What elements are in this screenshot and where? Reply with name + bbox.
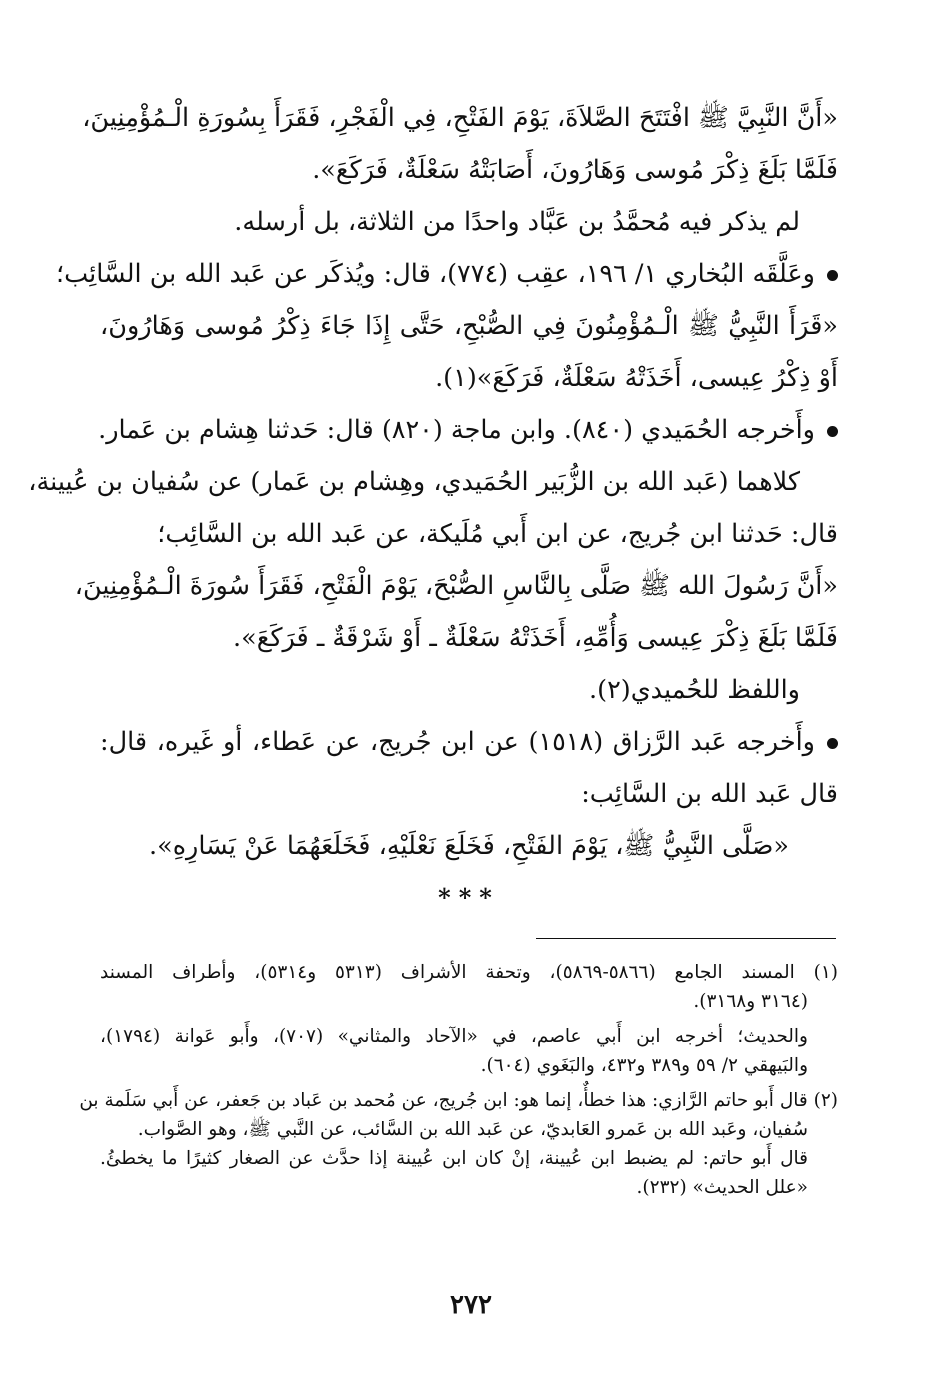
page-number: ٢٧٢ [450, 1290, 492, 1320]
text-line [56, 248, 838, 300]
footnote-line: والبَيهقي ٢/ ٥٩ و٣٨٩ و٤٣٢، والبَغَوي (٦٠٤). [480, 1055, 808, 1076]
text-line: واللفظ للحُميدي(٢). [589, 675, 800, 705]
text-line: أَوْ ذِكْرُ عِيسى، أَخَذَتْهُ سَعْلَةٌ، فَرَكَعَ»(١). [435, 363, 838, 393]
text-line: «أَنَّ النَّبِيَّ ﷺ افْتَتَحَ الصَّلاَةَ، يَوْمَ الفَتْحِ، فِي الْفَجْرِ، فَقَرَأَ بِسُورَةِ الْـمُؤْمِنِينَ، [82, 103, 838, 133]
footnote-line: (١) المسند الجامع (٥٨٦٦-٥٨٦٩)، وتحفة الأشراف (٥٣١٣ و٥٣١٤)، وأطراف المسند [100, 962, 838, 983]
footnote-line: (٣١٦٤ و٣١٦٨). [693, 991, 808, 1012]
bullet-icon [827, 426, 838, 437]
bullet-icon [827, 738, 838, 749]
text-line: قال: حَدثنا ابن جُريج، عن ابن أَبي مُلَيكة، عن عَبد الله بن السَّائِب؛ [157, 519, 838, 549]
text-line: لم يذكر فيه مُحمَّدُ بن عَبَّاد واحدًا من الثلاثة، بل أرسله. [234, 207, 800, 237]
text-line-content: وعَلَّقَه البُخاري ١/ ١٩٦، عقِب (٧٧٤)، قال: ويُذكَر عن عَبد الله بن السَّائِب؛ [56, 259, 815, 289]
footnote-line: (٢) قال أَبو حاتم الرَّازي: هذا خطأٌ، إنما هو: ابن جُريج، عن مُحمد بن عَباد بن جَعفر، عن أَبي سَلَمة بن [79, 1090, 838, 1111]
text-line [100, 716, 838, 768]
footnote-line: «علل الحديث» (٢٣٢). [636, 1177, 808, 1198]
bullet-icon [827, 270, 838, 281]
main-text [28, 92, 838, 924]
text-line: «صَلَّى النَّبِيُّ ﷺ، يَوْمَ الفَتْحِ، فَخَلَعَ نَعْلَيْهِ، فَخَلَعَهُمَا عَنْ يَسَارِهِ». [148, 831, 789, 861]
text-line: قال عَبد الله بن السَّائِب: [581, 779, 838, 809]
footnote-line: والحديث؛ أخرجه ابن أَبي عاصم، في «الآحاد والمثاني» (٧٠٧)، وأَبو عَوانة (١٧٩٤)، [100, 1026, 808, 1047]
text-line-content: وأَخرجه الحُمَيدي (٨٤٠). وابن ماجة (٨٢٠) قال: حَدثنا هِشام بن عَمار. [98, 415, 815, 445]
section-separator: *** [438, 883, 500, 912]
text-line: «قَرَأَ النَّبِيُّ ﷺ الْـمُؤْمِنُونَ فِي الصُّبْحِ، حَتَّى إِذَا جَاءَ ذِكْرُ مُوسى وَهَارُونَ، [100, 311, 838, 341]
text-line: فَلَمَّا بَلَغَ ذِكْرَ عِيسى وَأُمِّهِ، أَخَذَتْهُ سَعْلَةٌ ـ أَوْ شَرْقَةٌ ـ فَرَكَعَ». [233, 623, 838, 653]
text-line-content: وأَخرجه عَبد الرَّزاق (١٥١٨) عن ابن جُريج، عن عَطاء، أو غَيره، قال: [100, 727, 815, 757]
text-line: كلاهما (عَبد الله بن الزُّبَير الحُمَيدي، وهِشام بن عَمار) عن سُفيان بن عُيينة، [28, 467, 800, 497]
footnotes [79, 958, 838, 1202]
footnote-line: سُفيان، وعَبد الله بن عَمرو العَابديّ، عن عَبد الله بن السَّائب، عن النَّبي ﷺ، وهو الصَّواب. [137, 1119, 808, 1140]
text-line [100, 404, 838, 456]
footnote-line: قال أَبو حاتم: لم يضبط ابن عُيينة، إنْ كان ابن عُيينة إذا حدَّث عن الصغار كثيرًا ما يخطئُ. [100, 1148, 808, 1169]
footnote-divider [536, 938, 836, 939]
text-line: «أَنَّ رَسُولَ الله ﷺ صَلَّى بِالنَّاسِ الصُّبْحَ، يَوْمَ الْفَتْحِ، فَقَرَأَ سُورَةَ الْـمُؤْمِنِينَ، [74, 571, 838, 601]
text-line: فَلَمَّا بَلَغَ ذِكْرَ مُوسى وَهَارُونَ، أَصَابَتْهُ سَعْلَةٌ، فَرَكَعَ». [312, 155, 838, 185]
